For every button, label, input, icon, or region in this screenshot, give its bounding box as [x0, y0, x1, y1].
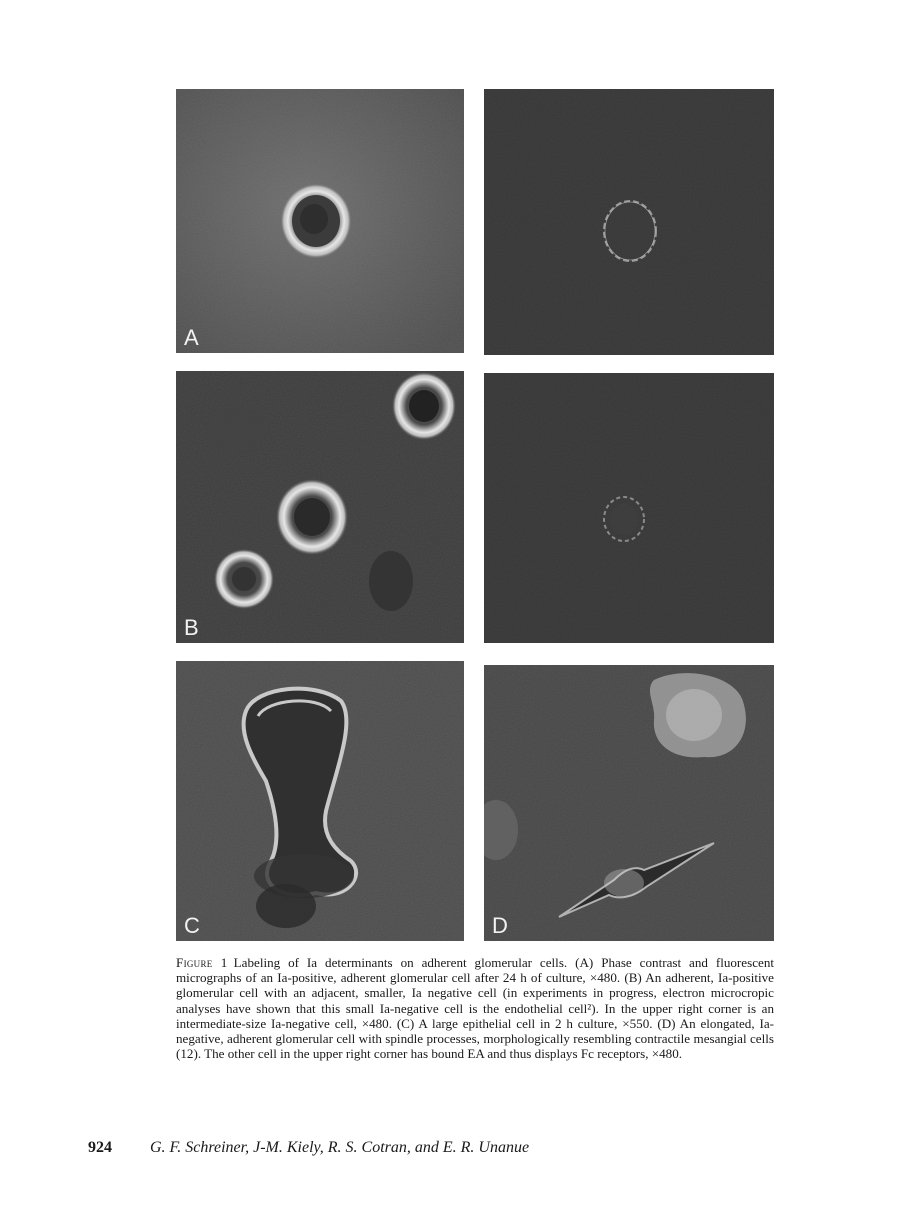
panel-label-b: B: [184, 615, 199, 640]
panel-label-a: A: [184, 325, 199, 350]
author-list: G. F. Schreiner, J-M. Kiely, R. S. Cotran, and E. R. Unanue: [150, 1139, 530, 1156]
panel-label-d: D: [492, 913, 508, 938]
micrograph-panel-b-fluorescent: [484, 373, 774, 643]
micrograph-panel-a-phase: [176, 89, 464, 353]
figure-label: Figure 1: [176, 955, 228, 970]
figure-caption: [176, 955, 774, 1061]
figure-caption-text: Labeling of Ia determinants on adherent glomerular cells. (A) Phase contrast and fluorescent micrographs of an Ia-positive, adherent glomerular cell after 24 h of culture, ×480. (B) An adherent, Ia-positive glomerular cell with an adjacent, smaller, Ia negative cell (in experiments in progress, electron microcropic analyses have shown that this small Ia-negative cell is the endothelial cell²). In the upper right corner is an intermediate-size Ia-negative cell, ×480. (C) A large epithelial cell in 2 h culture, ×550. (D) An elongated, Ia-negative, adherent glomerular cell with spindle processes, morphologically resembling contractile mesangial cells (12). The other cell in the upper right corner has bound EA and thus displays Fc receptors, ×480.: [176, 955, 775, 1062]
micrograph-panel-b-phase: [176, 371, 464, 643]
micrograph-panel-d: [484, 665, 774, 941]
page-number: 924: [88, 1139, 112, 1156]
micrograph-panel-c: [176, 661, 464, 941]
micrograph-panel-a-fluorescent: [484, 89, 774, 355]
panel-label-c: C: [184, 913, 200, 938]
page-footer: [88, 1139, 788, 1157]
